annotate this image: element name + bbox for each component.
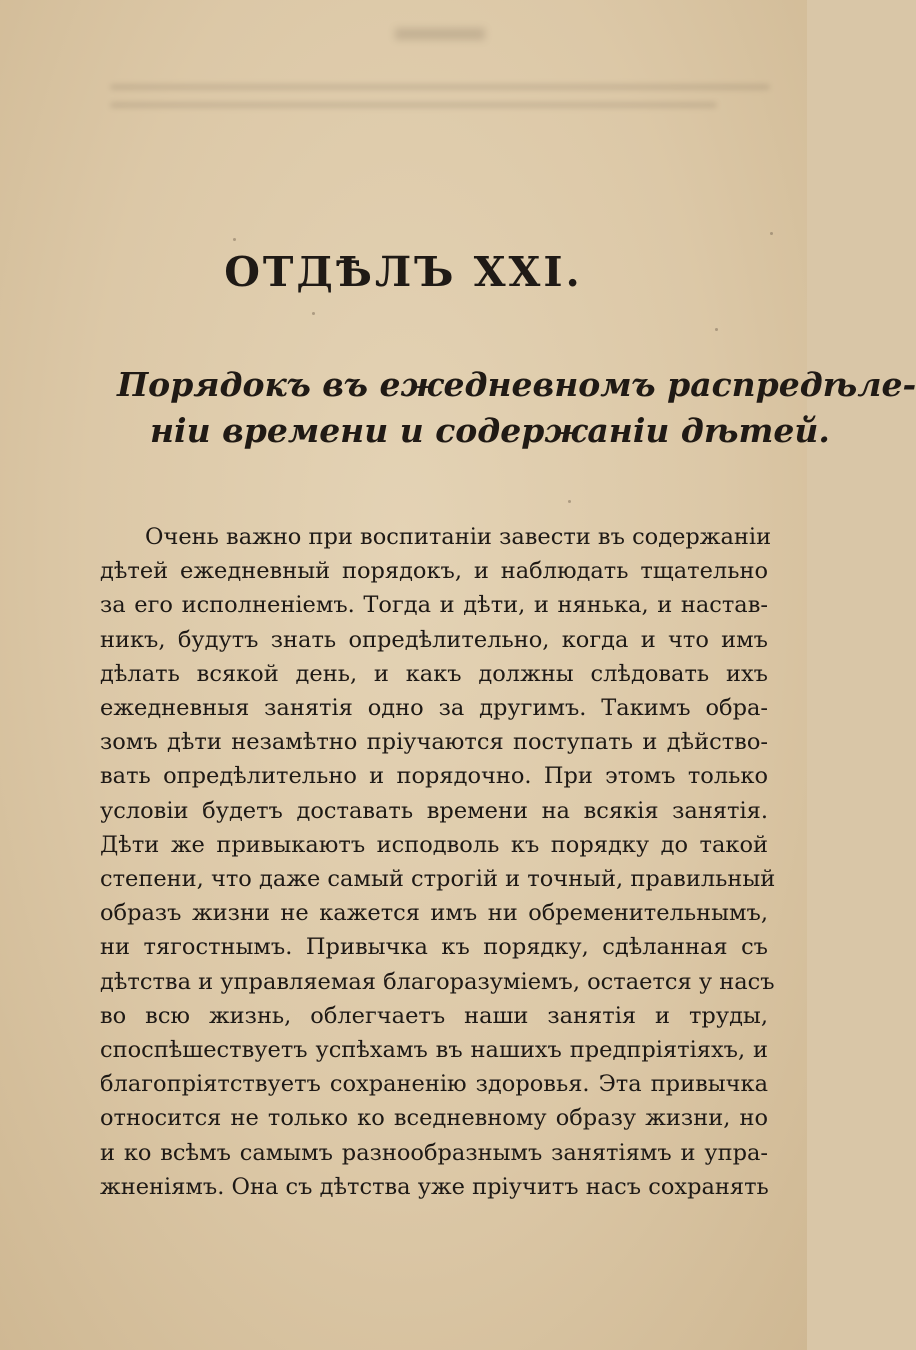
section-heading: ОТДѢЛЪ XXI. [224,248,583,296]
text-line: вать опредѣлительно и порядочно. При этомъ только [100,763,768,790]
text-line: ежедневныя занятія одно за другимъ. Такимъ обра- [100,695,768,722]
chapter-subtitle [95,362,916,454]
text-line: дѣтей ежедневный порядокъ, и наблюдать тщательно [100,558,768,585]
text-line: дѣлать всякой день, и какъ должны слѣдовать ихъ [100,660,768,687]
text-line: и ко всѣмъ самымъ разнообразнымъ занятіямъ и упра- [100,1139,768,1166]
text-line: образъ жизни не кажется имъ ни обременительнымъ, [100,900,768,927]
body-paragraph [100,520,800,1204]
text-line: за его исполненіемъ. Тогда и дѣти, и нянька, и настав- [100,592,768,619]
text-line: относится не только ко вседневному образу жизни, но [100,1105,768,1132]
text-line: ни тягостнымъ. Привычка къ порядку, сдѣланная съ [100,934,768,961]
text-line: благопріятствуетъ сохраненію здоровья. Эта привычка [100,1071,768,1098]
text-line: никъ, будутъ знать опредѣлительно, когда и что имъ [100,626,768,653]
paper-speck [233,238,236,241]
subtitle-line: Порядокъ въ ежедневномъ распредѣле- [117,365,916,404]
text-line: Дѣти же привыкаютъ исподволь къ порядку до такой [100,831,768,858]
text-line: жненіямъ. Она съ дѣтства уже пріучитъ насъ сохранять [100,1173,769,1200]
text-line: условіи будетъ доставать времени на всякія занятія. [100,797,768,824]
paper-speck [770,232,773,235]
text-line: дѣтства и управляемая благоразуміемъ, остается у насъ [100,968,775,995]
paper-speck [568,500,571,503]
text-line: Очень важно при воспитаніи завести въ содержаніи [145,524,772,550]
text-line: споспѣшествуетъ успѣхамъ въ нашихъ предпріятіяхъ, и [100,1037,768,1064]
text-line: во всю жизнь, облегчаетъ наши занятія и труды, [100,1002,768,1029]
bleed-through-text [110,72,770,132]
subtitle-line: ніи времени и содержаніи дѣтей. [150,411,830,450]
bleed-through-page-number [395,28,485,40]
text-line: зомъ дѣти незамѣтно пріучаются поступать и дѣйство- [100,729,768,756]
paper-speck [312,312,315,315]
text-line: степени, что даже самый строгій и точный, правильный [100,866,776,893]
paper-speck [715,328,718,331]
